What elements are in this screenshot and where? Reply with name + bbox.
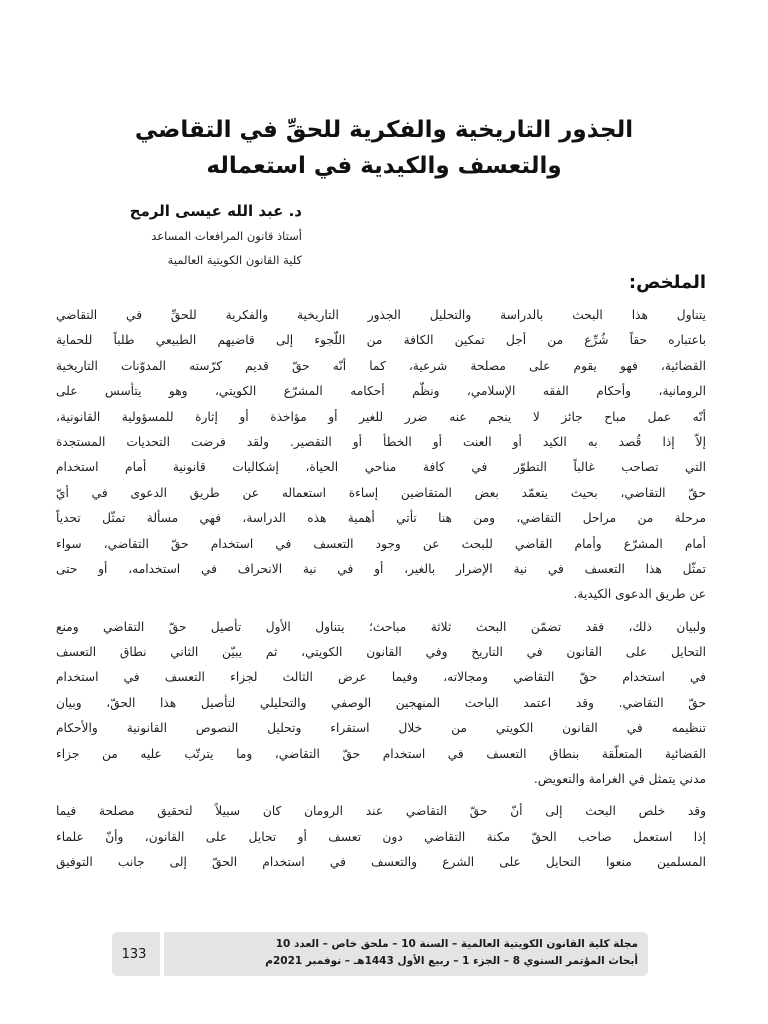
title-line-2: والتعسف والكيدية في استعماله	[206, 153, 562, 179]
text-line: باعتباره حقاً شُرِّع من أجل تمكين الكافة من اللّجوء إلى قاضيهم الطبيعي طلباً للحماية	[56, 333, 706, 348]
author-info	[62, 198, 302, 272]
text-line: القضائية، فهو يقوم على مصلحة شرعية، كما أنّه حقّ قديم كرّسته المدوّنات التاريخية	[56, 358, 706, 373]
text-line: القضائية المتعلّقة بنطاق التعسف في استخدام حقّ التقاضي، وما يترتّب عليه من جزاء	[56, 746, 706, 761]
paragraph	[56, 303, 706, 608]
text-line: ولبيان ذلك، فقد تضمّن البحث ثلاثة مباحث؛ يتناول الأول تأصيل حقّ التقاضي ومنع	[56, 619, 706, 634]
footer-issue-line: أبحاث المؤتمر السنوي 8 – الجزء 1 – ربيع الأول 1443هـ – نوفمبر 2021م	[265, 955, 638, 967]
footer-journal-line: مجلة كلية القانون الكويتية العالمية – السنة 10 – ملحق خاص – العدد 10	[275, 938, 638, 950]
text-line: إلاّ إذا قُصد به الكيد أو العنت أو الخطأ أو التقصير. ولقد فرضت التحديات المستجدة	[56, 434, 706, 449]
text-line: مدني يتمثل في الغرامة والتعويض.	[533, 772, 706, 787]
text-line: التي تصاحب غالباً التطوّر في كافة مناحي الحياة، إشكاليات قانونية أمام استخدام	[56, 460, 706, 475]
page-number: 133	[112, 938, 156, 972]
title-line-1: الجذور التاريخية والفكرية للحقِّ في التقاضي	[134, 117, 634, 143]
author-name: د. عبد الله عيسى الرمح	[129, 202, 302, 220]
text-line: أنّه عمل مباح جائز لا ينجم عنه ضرر للغير أو مؤاخذة أو إثارة للمسؤولية القانونية،	[56, 409, 706, 424]
text-line: يتناول هذا البحث بالدراسة والتحليل الجذور التاريخية والفكرية للحقِّ في التقاضي	[56, 308, 706, 322]
journal-footer	[112, 932, 648, 976]
text-line: في استخدام حقّ التقاضي ومجالاته، وفيما عرض الثالث لجزاء التعسف في استخدام	[56, 670, 706, 685]
abstract-body	[56, 303, 706, 883]
text-line: تمثّل هذا التعسف في نية الإضرار بالغير، أو في نية الانحراف في استخدامه، أو حتى	[56, 561, 706, 576]
footer-divider	[160, 932, 164, 976]
text-line: حقّ التقاضي، بحيث يتعمّد بعض المتقاضين إساءة استعماله عن طريق الدعوى في أيّ	[56, 485, 706, 500]
text-line: إذا استعمل صاحب الحقّ مكنة التقاضي دون تعسف أو تحايل على القانون، وأنّ علماء	[56, 829, 706, 844]
text-line: عن طريق الدعوى الكيدية.	[573, 587, 706, 602]
paragraph	[56, 615, 706, 793]
text-line: التحايل على القانون في التاريخ وفي القانون الكويتي، ثم يبيّن الثاني نطاق التعسف	[56, 645, 706, 660]
paragraph	[56, 799, 706, 875]
text-line: تنظيمه في القانون الكويتي من خلال استقراء وتحليل النصوص القانونية والأحكام	[56, 721, 706, 736]
text-line: المسلمين منعوا التحايل على الشرع والتعسف في استخدام الحقّ إلى جانب التوفيق	[56, 855, 706, 870]
abstract-heading: الملخص:	[628, 272, 706, 293]
text-line: الرومانية، وأحكام الفقه الإسلامي، ونظّم أحكامه المشرّع الكويتي، وهو يتأسس على	[56, 384, 706, 399]
article-title	[80, 112, 688, 184]
text-line: حقّ التقاضي. وقد اعتمد الباحث المنهجين الوصفي والتحليلي لتأصيل هذا الحقّ، وبيان	[56, 695, 706, 710]
author-institution: كلية القانون الكويتية العالمية	[167, 253, 302, 267]
text-line: وقد خلص البحث إلى أنّ حقّ التقاضي عند الرومان كان سبيلاً لتحقيق مصلحة فيما	[56, 804, 706, 819]
text-line: أمام المشرّع وأمام القاضي للبحث عن وجود التعسف في استخدام حقّ التقاضي، سواء	[56, 536, 706, 551]
author-position: أستاذ قانون المرافعات المساعد	[151, 229, 302, 243]
text-line: مرحلة من مراحل التقاضي، ومن هنا تأتي أهمية هذه الدراسة، فهي مسألة تمثّل تحدياً	[56, 511, 706, 526]
